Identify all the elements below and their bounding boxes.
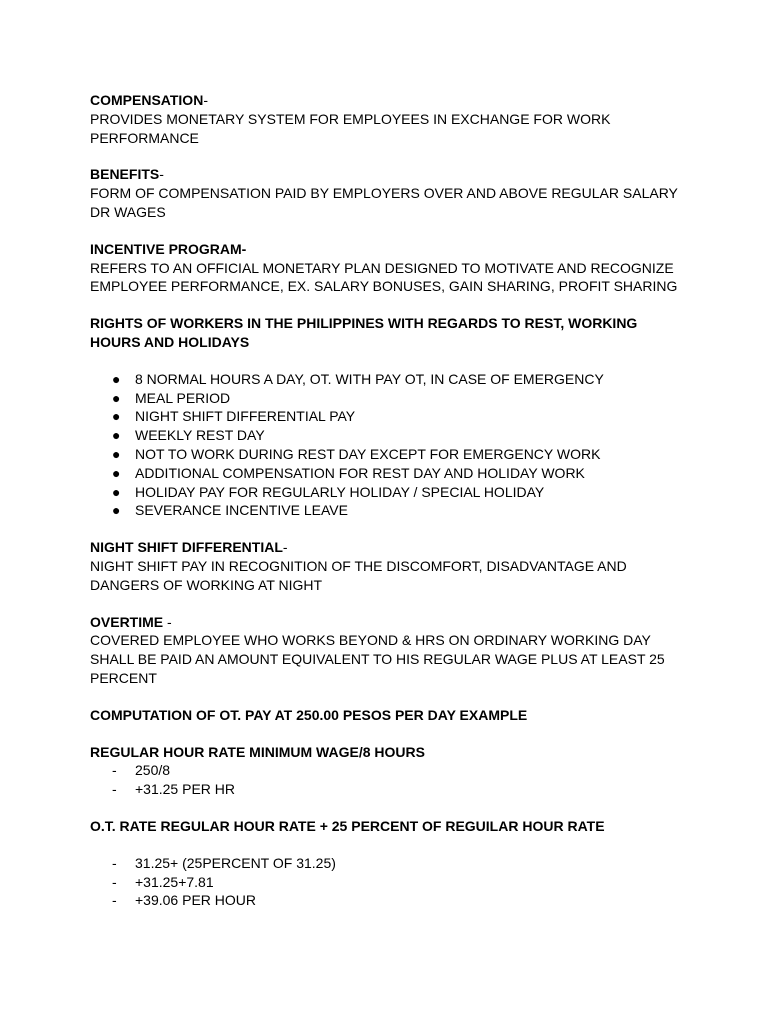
night-shift-line-2: DANGERS OF WORKING AT NIGHT <box>90 576 323 593</box>
list-item-text: HOLIDAY PAY FOR REGULARLY HOLIDAY / SPECIAL HOLIDAY <box>135 483 545 500</box>
dash-marker: - <box>112 892 117 909</box>
list-item <box>90 370 690 389</box>
list-item <box>90 464 690 483</box>
dash-marker: - <box>112 854 117 871</box>
list-item <box>90 389 690 408</box>
bullet-icon: ● <box>112 445 121 462</box>
regular-rate-list <box>90 761 690 799</box>
bullet-icon: ● <box>112 408 121 425</box>
compensation-line-1: PROVIDES MONETARY SYSTEM FOR EMPLOYEES IN EXCHANGE FOR WORK <box>90 110 611 127</box>
list-item-text: 250/8 <box>135 762 171 779</box>
list-item <box>90 483 690 502</box>
bullet-icon: ● <box>112 502 121 519</box>
overtime-heading-suffix: - <box>163 613 172 630</box>
bullet-icon: ● <box>112 464 121 481</box>
ot-rate-list <box>90 854 690 910</box>
night-shift-heading-suffix: - <box>282 539 288 556</box>
incentive-line-1: REFERS TO AN OFFICIAL MONETARY PLAN DESIGNED TO MOTIVATE AND RECOGNIZE <box>90 259 674 276</box>
compensation-heading-text: COMPENSATION <box>90 92 204 108</box>
dash-marker: - <box>112 762 117 779</box>
list-item <box>90 501 690 520</box>
bullet-icon: ● <box>112 389 121 406</box>
list-item <box>90 854 690 873</box>
dash-marker: - <box>112 781 117 798</box>
compensation-heading <box>90 91 690 110</box>
list-item <box>90 780 690 799</box>
compensation-heading-suffix: - <box>203 92 208 108</box>
incentive-heading: INCENTIVE PROGRAM- <box>90 240 247 257</box>
benefits-heading-text: BENEFITS <box>90 166 160 183</box>
overtime-line-3: PERCENT <box>90 669 157 686</box>
benefits-heading <box>90 165 690 184</box>
night-shift-heading <box>90 538 690 557</box>
overtime-line-1: COVERED EMPLOYEE WHO WORKS BEYOND & HRS ON ORDINARY WORKING DAY <box>90 632 651 649</box>
overtime-heading <box>90 613 690 632</box>
dash-marker: - <box>112 873 117 890</box>
rights-list <box>90 370 690 520</box>
benefits-line-1: FORM OF COMPENSATION PAID BY EMPLOYERS OVER AND ABOVE REGULAR SALARY <box>90 185 678 202</box>
compensation-line-2: PERFORMANCE <box>90 129 199 146</box>
benefits-heading-suffix: - <box>159 166 164 183</box>
rights-heading-line-2: HOURS AND HOLIDAYS <box>90 333 250 350</box>
list-item-text: +31.25 PER HR <box>135 781 235 798</box>
night-shift-heading-text: NIGHT SHIFT DIFFERENTIAL <box>90 539 283 556</box>
overtime-heading-text: OVERTIME <box>90 613 164 630</box>
bullet-icon: ● <box>112 370 121 387</box>
list-item <box>90 891 690 910</box>
list-item-text: MEAL PERIOD <box>135 389 231 406</box>
list-item-text: NIGHT SHIFT DIFFERENTIAL PAY <box>135 408 356 425</box>
list-item <box>90 407 690 426</box>
list-item-text: WEEKLY REST DAY <box>135 427 265 444</box>
list-item-text: SEVERANCE INCENTIVE LEAVE <box>135 502 348 519</box>
computation-heading: COMPUTATION OF OT. PAY AT 250.00 PESOS PER DAY EXAMPLE <box>90 706 528 723</box>
night-shift-line-1: NIGHT SHIFT PAY IN RECOGNITION OF THE DISCOMFORT, DISADVANTAGE AND <box>90 557 627 574</box>
list-item-text: ADDITIONAL COMPENSATION FOR REST DAY AND HOLIDAY WORK <box>135 464 585 481</box>
list-item-text: +39.06 PER HOUR <box>135 892 256 909</box>
rights-heading-line-1: RIGHTS OF WORKERS IN THE PHILIPPINES WITH REGARDS TO REST, WORKING <box>90 315 638 332</box>
incentive-line-2: EMPLOYEE PERFORMANCE, EX. SALARY BONUSES, GAIN SHARING, PROFIT SHARING <box>90 278 678 295</box>
regular-rate-heading: REGULAR HOUR RATE MINIMUM WAGE/8 HOURS <box>90 743 425 760</box>
list-item-text: 8 NORMAL HOURS A DAY, OT. WITH PAY OT, IN CASE OF EMERGENCY <box>135 370 604 387</box>
overtime-line-2: SHALL BE PAID AN AMOUNT EQUIVALENT TO HIS REGULAR WAGE PLUS AT LEAST 25 <box>90 651 665 668</box>
list-item-text: 31.25+ (25PERCENT OF 31.25) <box>135 854 336 871</box>
bullet-icon: ● <box>112 483 121 500</box>
list-item-text: +31.25+7.81 <box>135 873 214 890</box>
list-item <box>90 426 690 445</box>
list-item <box>90 761 690 780</box>
list-item-text: NOT TO WORK DURING REST DAY EXCEPT FOR EMERGENCY WORK <box>135 445 601 462</box>
document-page <box>90 91 690 910</box>
ot-rate-heading: O.T. RATE REGULAR HOUR RATE + 25 PERCENT OF REGUILAR HOUR RATE <box>90 817 605 834</box>
bullet-icon: ● <box>112 427 121 444</box>
list-item <box>90 445 690 464</box>
benefits-line-2: DR WAGES <box>90 203 166 220</box>
list-item <box>90 873 690 892</box>
